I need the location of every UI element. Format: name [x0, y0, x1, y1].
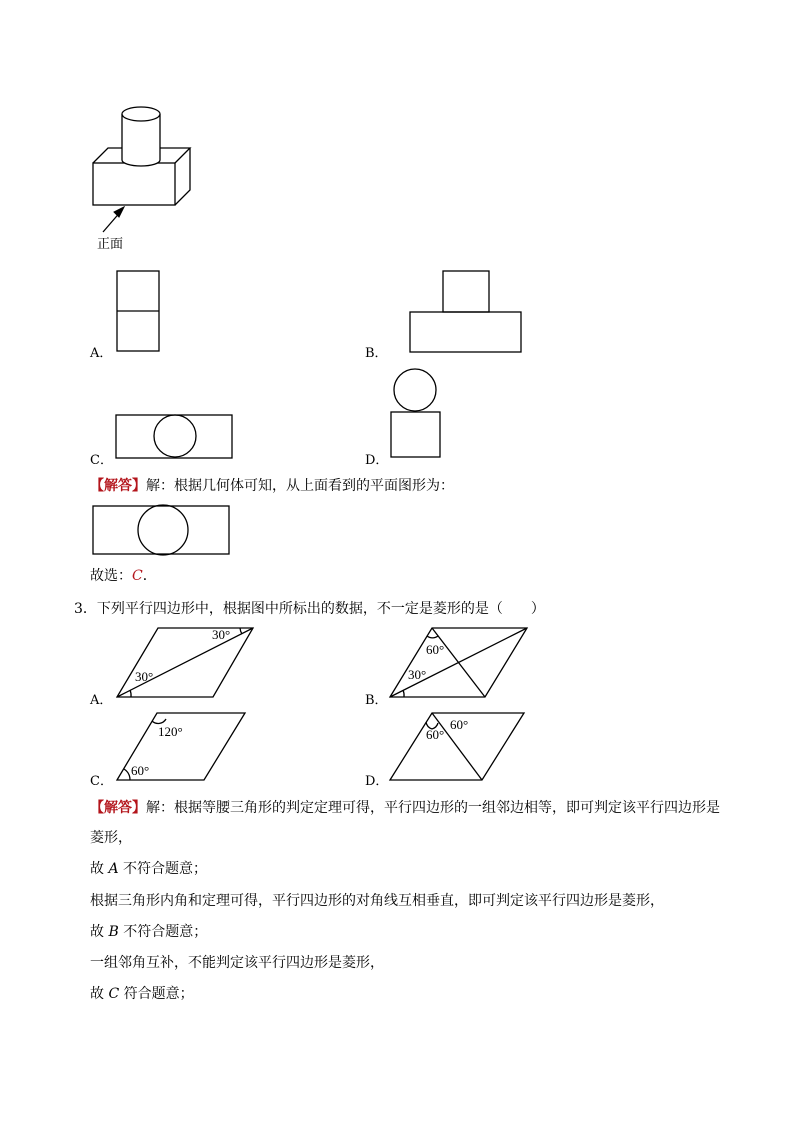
cylinder-body	[122, 114, 160, 166]
q2-conclusion	[90, 567, 157, 585]
q2-answer-text: 解：根据几何体可知，从上面看到的平面图形为：	[146, 478, 454, 494]
q3-option-c-label: C．	[90, 774, 113, 789]
q3-answer-text-1: 解：根据等腰三角形的判定定理可得，平行四边形的一组邻边相等，即可判定该平行四边形是	[146, 800, 720, 816]
q2-option-c-label: C．	[90, 453, 113, 468]
q3-c-angle-top: 120°	[158, 724, 183, 739]
q3-verdict-b-prefix: 故	[90, 924, 109, 940]
q2-option-b-label: B．	[365, 346, 388, 361]
q3-verdict-a-prefix: 故	[90, 861, 109, 877]
q3-option-b-label: B．	[365, 693, 388, 708]
q2-option-a-figure	[117, 271, 159, 351]
box-right-face	[175, 148, 190, 205]
q3-option-b-figure	[390, 628, 527, 697]
q2-option-d-label: D．	[365, 453, 389, 468]
solid-figure	[93, 107, 190, 232]
q3-verdict-a-letter: A	[108, 861, 119, 877]
q3-verdict-c-prefix: 故	[90, 986, 109, 1002]
q2-answer-figure	[93, 505, 229, 555]
q3-option-a-label: A．	[90, 693, 113, 708]
q3-verdict-b	[90, 923, 207, 941]
q3-verdict-c-suffix: 符合题意；	[119, 986, 194, 1002]
cylinder-top	[122, 107, 160, 121]
q3-answer-tag: 【解答】	[90, 800, 146, 816]
q3-c-angle-bottom: 60°	[131, 763, 150, 778]
q3-verdict-b-suffix: 不符合题意；	[118, 924, 208, 940]
front-arrow-head	[114, 207, 124, 217]
q2-conclusion-prefix: 故选：	[90, 568, 132, 584]
q3-question	[74, 600, 545, 618]
q3-answer-line-1	[90, 799, 720, 817]
q3-answer-line-4: 一组邻角互补，不能判定该平行四边形是菱形，	[90, 955, 384, 971]
q3-verdict-a	[90, 860, 207, 878]
q3-b-angle-top: 60°	[426, 642, 445, 657]
q3-answer-line-2: 菱形，	[90, 830, 132, 846]
box-front-face	[93, 163, 175, 205]
q3-d-angle-right: 60°	[450, 717, 469, 732]
q3-a-angle-bottom: 30°	[135, 669, 154, 684]
q3-verdict-b-letter: B	[108, 924, 119, 940]
q3-question-text: 下列平行四边形中，根据图中所标出的数据，不一定是菱形的是（ ）	[96, 601, 545, 617]
q2-answer-line	[90, 477, 454, 495]
q2-conclusion-suffix: ．	[142, 568, 157, 584]
q3-d-angle-left: 60°	[426, 727, 445, 742]
q2-answer-tag: 【解答】	[90, 478, 146, 494]
q3-verdict-c-letter: C	[108, 986, 120, 1002]
front-label: 正面	[97, 237, 124, 252]
q3-number: 3．	[74, 601, 97, 617]
q2-option-c-figure	[116, 415, 232, 458]
q2-option-d-figure	[391, 369, 440, 457]
q2-option-a-label: A．	[90, 346, 113, 361]
q3-b-angle-bottom: 30°	[408, 667, 427, 682]
q3-verdict-a-suffix: 不符合题意；	[118, 861, 208, 877]
q3-a-angle-top: 30°	[212, 627, 231, 642]
q3-verdict-c	[90, 985, 194, 1003]
q3-answer-line-3: 根据三角形内角和定理可得，平行四边形的对角线互相垂直，即可判定该平行四边形是菱形，	[90, 893, 664, 909]
q3-option-d-label: D．	[365, 774, 389, 789]
q2-option-b-figure	[410, 271, 521, 352]
q3-option-a-figure	[117, 628, 253, 697]
q2-conclusion-choice: C	[132, 568, 143, 584]
